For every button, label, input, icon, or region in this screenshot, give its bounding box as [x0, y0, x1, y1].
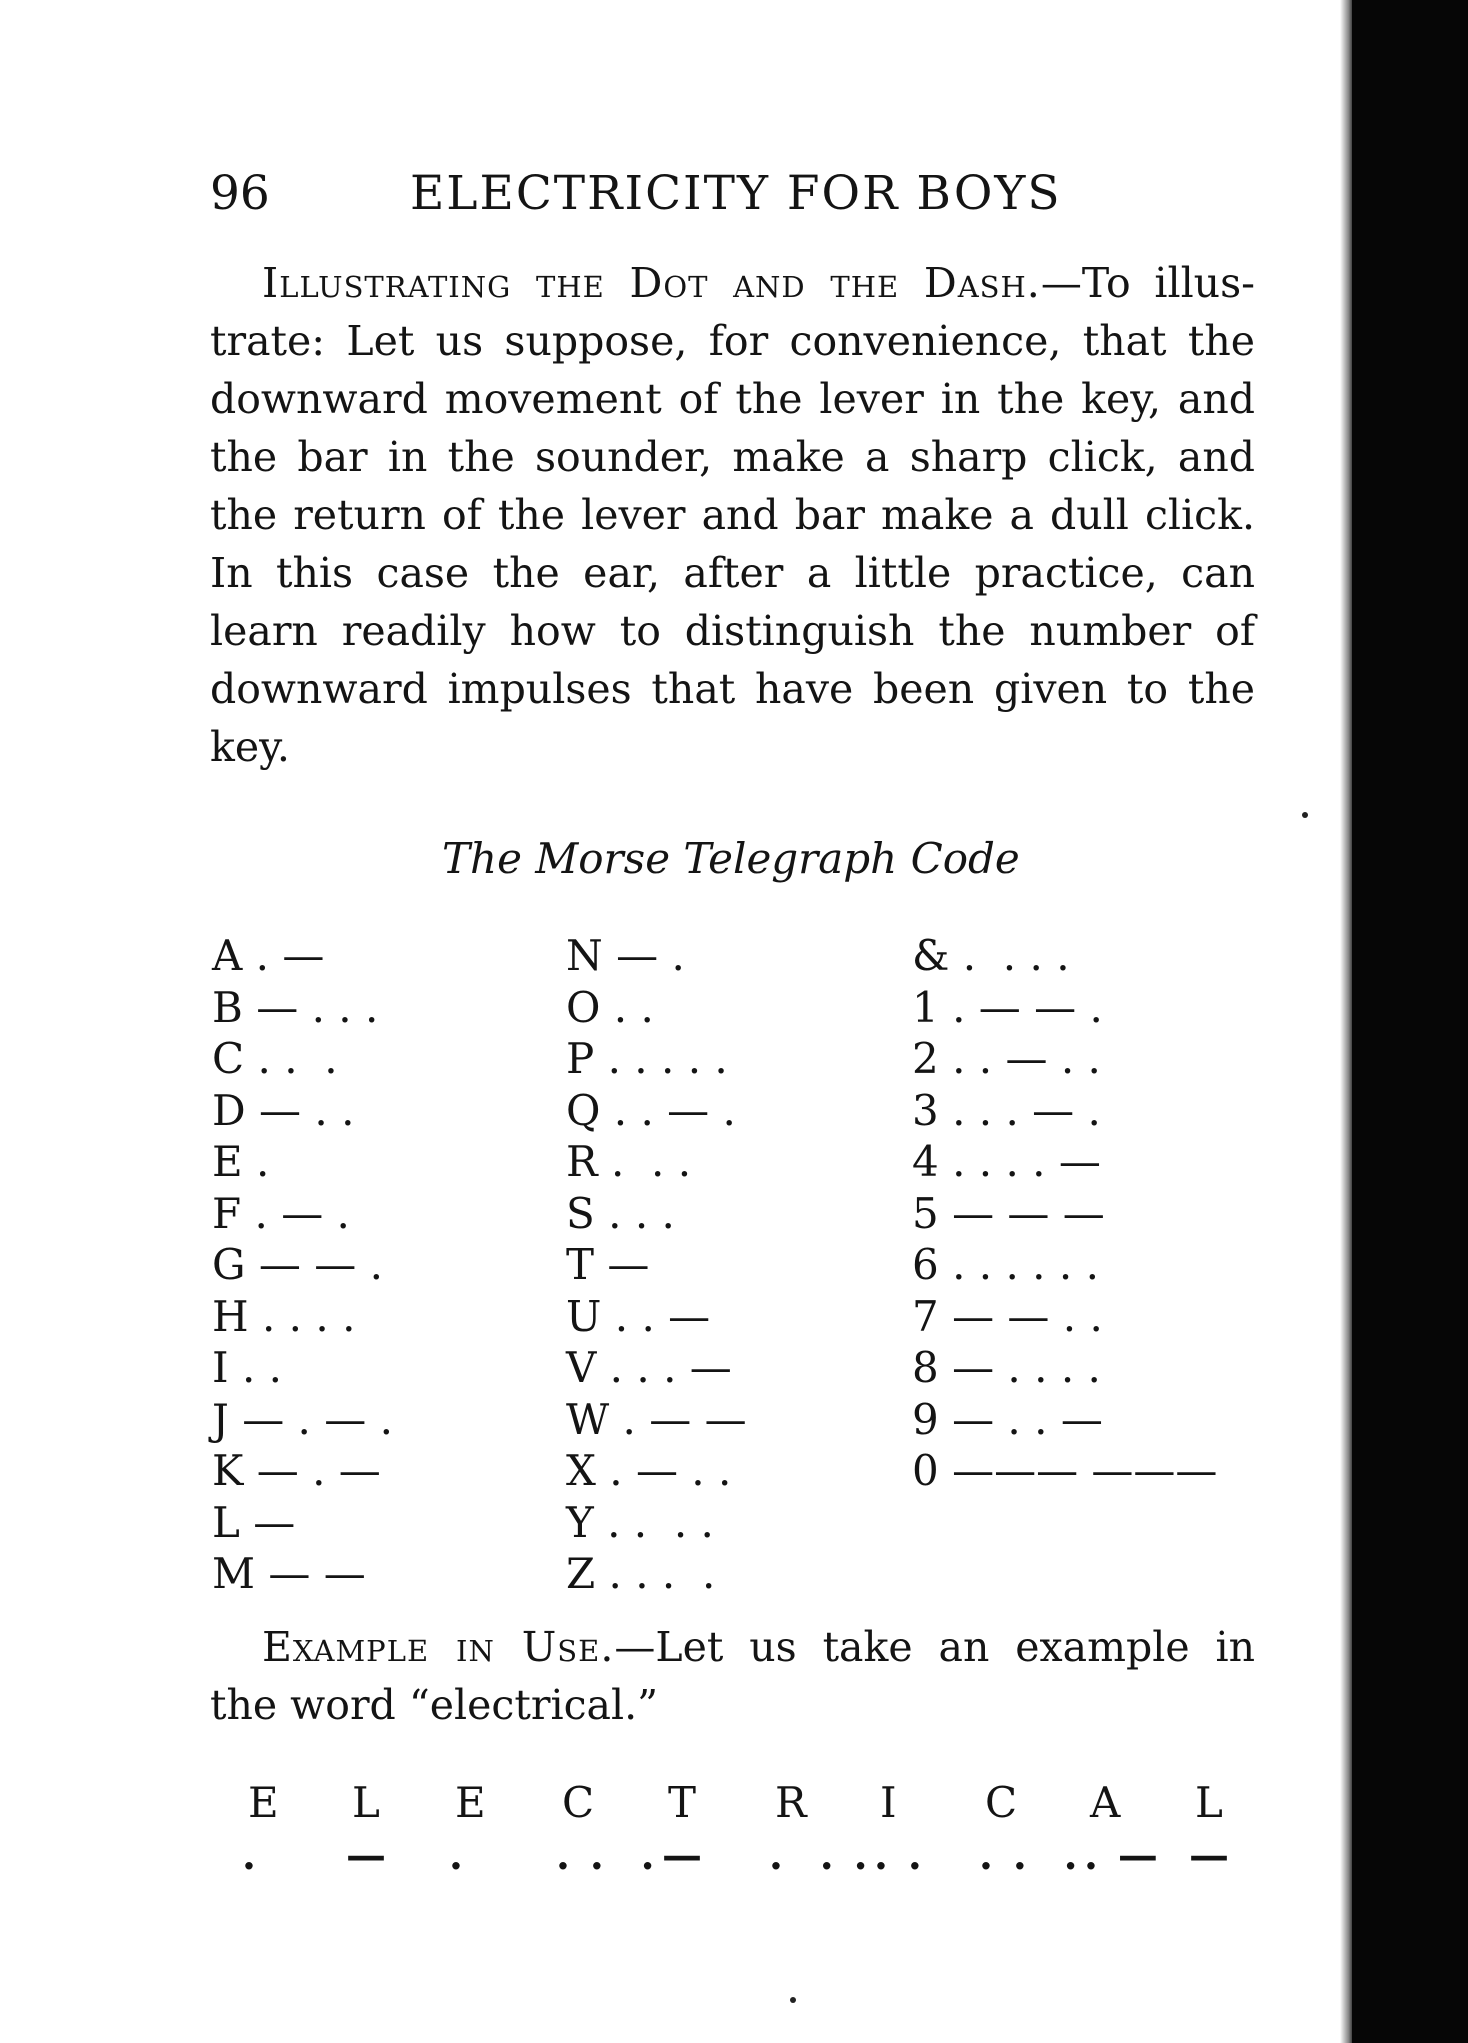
ink-speck	[790, 1997, 796, 2003]
page-number: 96	[210, 166, 270, 221]
paragraph-example-in-use	[210, 1618, 1255, 1734]
book-spine-shadow	[1352, 0, 1468, 2043]
example-code: . . .	[769, 1832, 871, 1879]
morse-code-entry: 0 ——— ———	[912, 1446, 1218, 1495]
morse-code-entry: R . . .	[566, 1137, 692, 1186]
example-code: . . .	[556, 1832, 658, 1879]
example-code: —	[662, 1832, 705, 1879]
section-heading: Example in Use.	[262, 1623, 615, 1671]
morse-code-entry: M — —	[212, 1549, 366, 1598]
morse-code-entry: U . . —	[566, 1291, 711, 1341]
morse-code-entry: Q . . — .	[566, 1085, 736, 1135]
example-code: .	[242, 1832, 259, 1879]
morse-code-entry: 2 . . — . .	[912, 1034, 1101, 1083]
morse-code-entry: D — . .	[212, 1085, 355, 1135]
paragraph-line	[210, 1618, 1255, 1676]
example-letter: T	[668, 1778, 697, 1827]
morse-code-entry: K — . —	[212, 1446, 381, 1495]
paragraph-line: key.	[210, 723, 290, 771]
paragraph-line: trate: Let us suppose, for convenience, that the	[210, 317, 1255, 365]
morse-code-entry: 5 — — —	[912, 1188, 1105, 1238]
morse-code-entry: O . .	[566, 982, 654, 1032]
paragraph-line: downward impulses that have been given to the	[210, 665, 1255, 713]
example-letter: A	[1090, 1778, 1121, 1827]
paragraph-line: downward movement of the lever in the key, and	[210, 375, 1255, 423]
paragraph-text: —Let us take an example in	[614, 1623, 1255, 1671]
morse-code-entry: G — — .	[212, 1240, 383, 1289]
example-letter: L	[352, 1778, 380, 1827]
morse-code-entry: P . . . . .	[566, 1034, 728, 1083]
example-letter: I	[880, 1778, 897, 1827]
morse-column-letters-a-m	[212, 930, 393, 1600]
morse-code-entry: 9 — . . —	[912, 1394, 1103, 1444]
morse-code-entry: F . — .	[212, 1188, 350, 1238]
page-header	[210, 164, 1120, 224]
morse-code-entry: 4 . . . . —	[912, 1137, 1101, 1186]
morse-code-entry: H . . . .	[212, 1291, 356, 1341]
example-code: —	[1189, 1832, 1232, 1879]
example-letter: E	[455, 1778, 486, 1827]
morse-code-entry: N — .	[566, 931, 685, 980]
morse-code-entry: Y . . . .	[566, 1497, 714, 1547]
paragraph-line: the bar in the sounder, make a sharp click, and	[210, 433, 1255, 481]
example-code: . —	[1084, 1832, 1161, 1879]
example-code: .	[449, 1832, 466, 1879]
morse-code-title-text: The Morse Telegraph Code	[442, 834, 1020, 883]
paragraph-dot-and-dash	[210, 254, 1255, 776]
morse-column-digits	[912, 930, 1217, 1497]
morse-code-entry: T —	[566, 1240, 650, 1289]
morse-code-entry: & . . . .	[912, 931, 1070, 980]
morse-code-entry: S . . .	[566, 1188, 675, 1238]
morse-code-entry: 3 . . . — .	[912, 1085, 1101, 1135]
example-letter: L	[1195, 1778, 1223, 1827]
example-word-codes	[0, 1832, 1468, 1879]
morse-code-entry: A . —	[212, 931, 325, 980]
morse-code-entry: 6 . . . . . .	[912, 1240, 1099, 1289]
running-title: ELECTRICITY FOR BOYS	[410, 166, 1062, 221]
morse-code-entry: 1 . — — .	[912, 982, 1103, 1032]
paragraph-line: In this case the ear, after a little practice, can	[210, 549, 1255, 597]
example-code: —	[346, 1832, 389, 1879]
example-code: . .	[874, 1832, 925, 1879]
morse-code-entry: Z . . . .	[566, 1549, 716, 1598]
morse-code-entry: I . .	[212, 1343, 282, 1392]
paragraph-line: the word “electrical.”	[210, 1681, 659, 1729]
paragraph-line	[210, 254, 1255, 312]
morse-code-entry: 7 — — . .	[912, 1291, 1103, 1341]
example-code: . . .	[979, 1832, 1081, 1879]
example-word-letters	[0, 1778, 1468, 1838]
morse-column-letters-n-z	[566, 930, 747, 1600]
morse-code-entry: 8 — . . . .	[912, 1343, 1101, 1392]
paragraph-line: the return of the lever and bar make a dull click.	[210, 491, 1255, 539]
morse-code-entry: B — . . .	[212, 982, 379, 1032]
paragraph-line: learn readily how to distinguish the number of	[210, 607, 1255, 655]
morse-code-entry: V . . . —	[566, 1343, 732, 1392]
morse-code-entry: J — . — .	[212, 1394, 393, 1444]
morse-code-entry: X . — . .	[566, 1446, 732, 1495]
morse-code-entry: E .	[212, 1137, 270, 1186]
morse-code-entry: W . — —	[566, 1394, 747, 1444]
example-letter: R	[775, 1778, 807, 1827]
example-letter: E	[248, 1778, 279, 1827]
example-letter: C	[562, 1778, 595, 1827]
section-heading: Illustrating the Dot and the Dash.	[262, 259, 1041, 307]
ink-speck	[1302, 812, 1308, 818]
paragraph-text: —To illus-	[1040, 259, 1255, 307]
morse-code-entry: C . . .	[212, 1034, 338, 1083]
morse-code-entry: L —	[212, 1497, 296, 1547]
example-letter: C	[985, 1778, 1018, 1827]
